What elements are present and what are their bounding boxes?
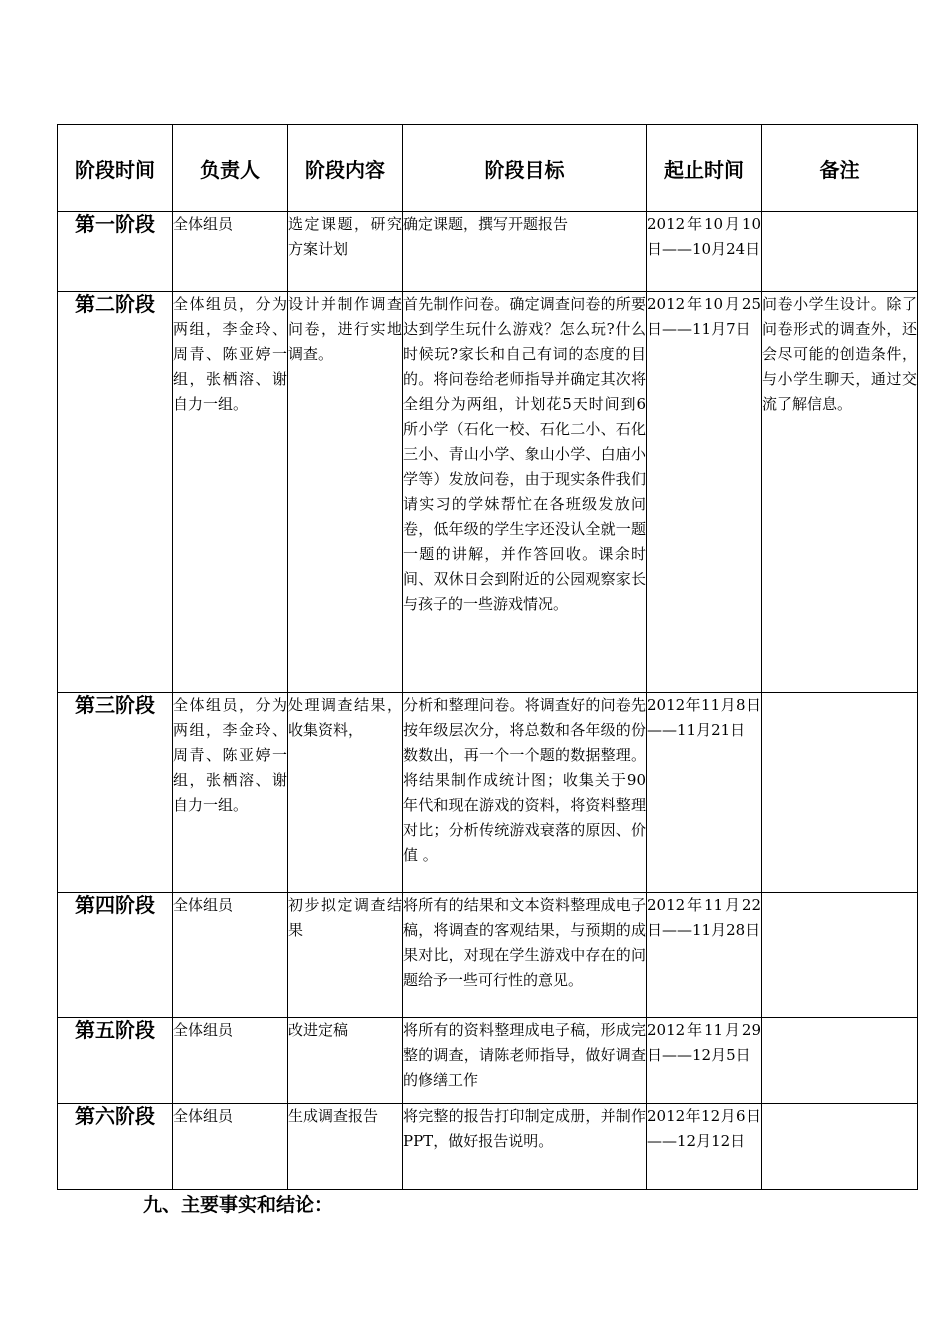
header-content: 阶段内容 — [288, 125, 403, 212]
owner-cell: 全体组员 — [173, 1104, 288, 1190]
stage-label: 第三阶段 — [58, 693, 173, 893]
table-row — [58, 693, 918, 893]
goal-cell: 确定课题，撰写开题报告 — [403, 212, 647, 292]
table-row — [58, 292, 918, 693]
stage-label: 第一阶段 — [58, 212, 173, 292]
table-row — [58, 1018, 918, 1104]
content-cell: 初步拟定调查结果 — [288, 893, 403, 1018]
note-cell — [762, 1018, 918, 1104]
goal-cell: 将所有的结果和文本资料整理成电子稿，将调查的客观结果，与预期的成果对比，对现在学生游戏中存在的问题给予一些可行性的意见。 — [403, 893, 647, 1018]
content-cell: 改进定稿 — [288, 1018, 403, 1104]
note-cell — [762, 1104, 918, 1190]
stage-plan-table — [57, 124, 918, 1190]
period-cell: 2012年11月22日——11月28日 — [647, 893, 762, 1018]
period-cell: 2012年11月8日——11月21日 — [647, 693, 762, 893]
section-heading-main-facts: 九、主要事实和结论： — [143, 1194, 334, 1216]
content-cell: 生成调查报告 — [288, 1104, 403, 1190]
note-cell — [762, 693, 918, 893]
header-goal: 阶段目标 — [403, 125, 647, 212]
content-cell: 处理调查结果，收集资料， — [288, 693, 403, 893]
owner-cell: 全体组员 — [173, 212, 288, 292]
table-row — [58, 1104, 918, 1190]
owner-cell: 全体组员，分为两组，李金玲、周青、陈亚婷一组，张栖溶、谢自力一组。 — [173, 292, 288, 693]
stage-label: 第二阶段 — [58, 292, 173, 693]
content-cell: 选定课题，研究方案计划 — [288, 212, 403, 292]
period-cell: 2012年11月29日——12月5日 — [647, 1018, 762, 1104]
note-cell — [762, 893, 918, 1018]
goal-cell: 分析和整理问卷。将调查好的问卷先按年级层次分，将总数和各年级的份数数出，再一个一个题的数据整理。将结果制作成统计图；收集关于90年代和现在游戏的资料，将资料整理对比；分析传统游戏衰落的原因、价值 。 — [403, 693, 647, 893]
stage-label: 第五阶段 — [58, 1018, 173, 1104]
header-note: 备注 — [762, 125, 918, 212]
period-cell: 2012年10月25日——11月7日 — [647, 292, 762, 693]
owner-cell: 全体组员，分为两组，李金玲、周青、陈亚婷一组，张栖溶、谢自力一组。 — [173, 693, 288, 893]
table-row — [58, 212, 918, 292]
content-cell: 设计并制作调查问卷，进行实地调查。 — [288, 292, 403, 693]
note-cell: 问卷小学生设计。除了问卷形式的调查外，还会尽可能的创造条件，与小学生聊天，通过交流了解信息。 — [762, 292, 918, 693]
header-stage-time: 阶段时间 — [58, 125, 173, 212]
goal-cell: 将完整的报告打印制定成册，并制作PPT，做好报告说明。 — [403, 1104, 647, 1190]
goal-cell: 首先制作问卷。确定调查问卷的所要达到学生玩什么游戏？怎么玩?什么时候玩?家长和自己有词的态度的目的。将问卷给老师指导并确定其次将全组分为两组，计划花5天时间到6所小学（石化一校、石化二小、石化三小、青山小学、象山小学、白庙小学等）发放问卷，由于现实条件我们请实习的学妹帮忙在各班级发放问卷，低年级的学生字还没认全就一题一题的讲解，并作答回收。课余时间、双休日会到附近的公园观察家长与孩子的一些游戏情况。 — [403, 292, 647, 693]
table-header-row — [58, 125, 918, 212]
stage-label: 第六阶段 — [58, 1104, 173, 1190]
owner-cell: 全体组员 — [173, 1018, 288, 1104]
owner-cell: 全体组员 — [173, 893, 288, 1018]
period-cell: 2012年12月6日——12月12日 — [647, 1104, 762, 1190]
header-period: 起止时间 — [647, 125, 762, 212]
stage-label: 第四阶段 — [58, 893, 173, 1018]
table-row — [58, 893, 918, 1018]
period-cell: 2012年10月10日——10月24日 — [647, 212, 762, 292]
note-cell — [762, 212, 918, 292]
header-owner: 负责人 — [173, 125, 288, 212]
goal-cell: 将所有的资料整理成电子稿，形成完整的调查，请陈老师指导，做好调查的修缮工作 — [403, 1018, 647, 1104]
